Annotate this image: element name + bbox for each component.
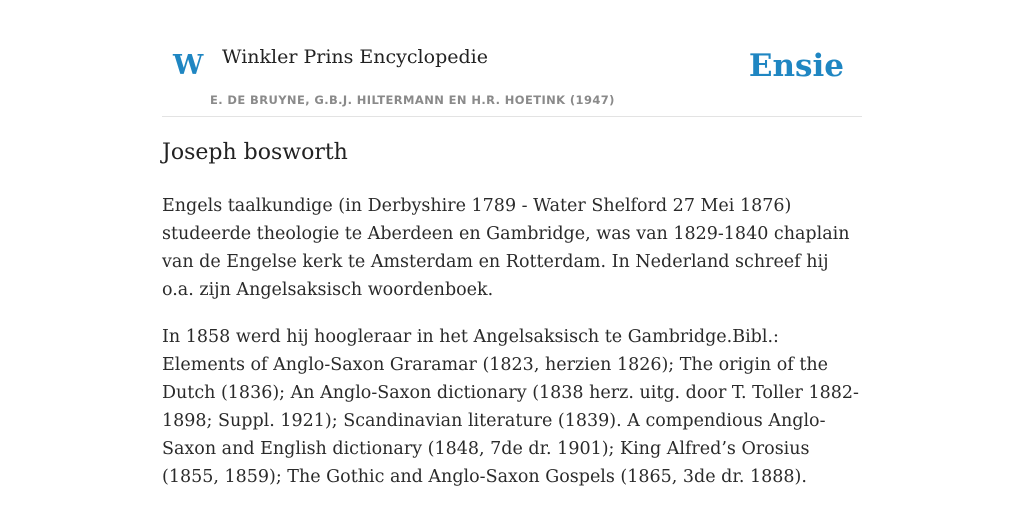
source-authors: E. DE BRUYNE, G.B.J. HILTERMANN EN H.R. HOETINK (1947)	[210, 93, 615, 107]
article-title: Joseph bosworth	[162, 140, 348, 165]
winkler-prins-logo[interactable]: W	[173, 50, 204, 81]
article-paragraph: In 1858 werd hij hoogleraar in het Angelsaksisch te Gambridge.Bibl.: Elements of Anglo-Saxon Graramar (1823, herzien 1826); The origin of the Dutch (1836); An Anglo-Saxon dictionary (1838 herz. uitg. door T. Toller 1882-1898; Suppl. 1921); Scandinavian literature (1839). A compendious Anglo-Saxon and English dictionary (1848, 7de dr. 1901); King Alfred’s Orosius (1855, 1859); The Gothic and Anglo-Saxon Gospels (1865, 3de dr. 1888).	[162, 327, 859, 487]
source-header	[162, 0, 862, 117]
article-paragraph: Engels taalkundige (in Derbyshire 1789 - Water Shelford 27 Mei 1876) studeerde theologie te Aberdeen en Gambridge, was van 1829-1840 chaplain van de Engelse kerk te Amsterdam en Rotterdam. In Nederland schreef hij o.a. zijn Angelsaksisch woordenboek.	[162, 196, 850, 300]
ensie-logo[interactable]: Ensie	[748, 48, 844, 84]
source-title[interactable]: Winkler Prins Encyclopedie	[222, 46, 488, 68]
